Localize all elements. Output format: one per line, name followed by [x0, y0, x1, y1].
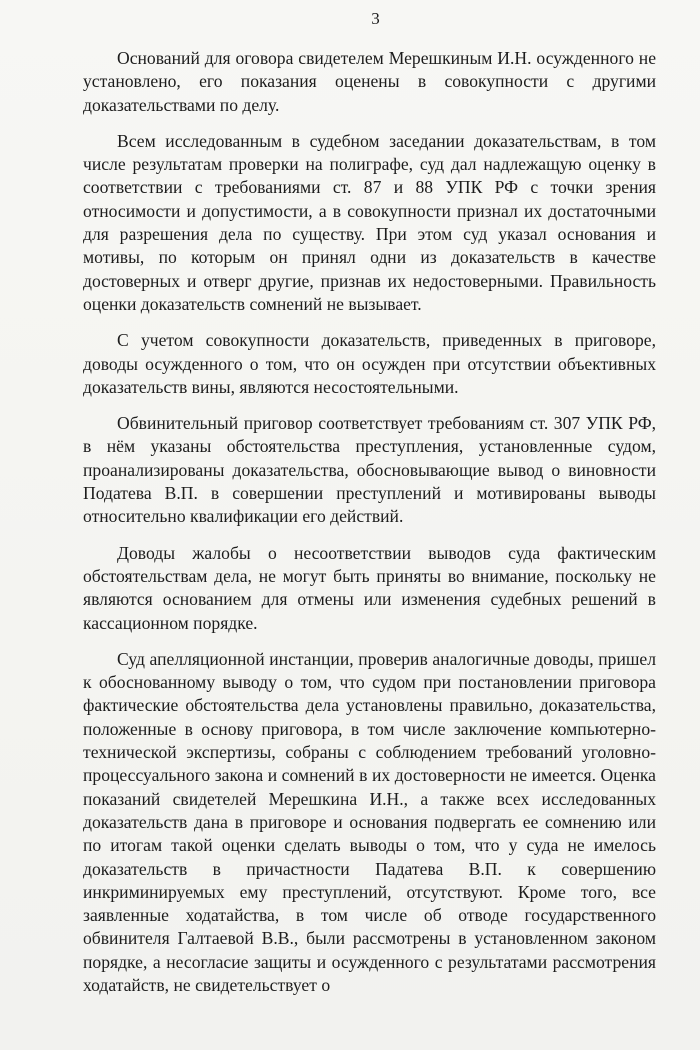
paragraph-3 — [83, 329, 656, 399]
paragraph-2-text: Всем исследованным в судебном заседании доказательствам, в том числе результатам проверки на полиграфе, суд дал надлежащую оценку в соответствии с требованиями ст. 87 и 88 УПК РФ с точки зрения относимости и допустимости, а в совокупности признал их достаточными для разрешения дела по существу. При этом суд указал основания и мотивы, по которым он принял одни из доказательств в качестве достоверных и отверг другие, признав их недостоверными. Правильность оценки доказательств сомнений не вызывает. — [83, 130, 656, 314]
paragraph-5-text: Доводы жалобы о несоответствии выводов суда фактическим обстоятельствам дела, не могут быть приняты во внимание, поскольку не являются основанием для отмены или изменения судебных решений в кассационном порядке. — [83, 542, 656, 633]
paragraph-1 — [83, 47, 656, 117]
paragraph-3-text: С учетом совокупности доказательств, приведенных в приговоре, доводы осужденного о том, что он осужден при отсутствии объективных доказательств вины, являются несостоятельными. — [83, 330, 656, 397]
paragraph-4-text: Обвинительный приговор соответствует требованиям ст. 307 УПК РФ, в нём указаны обстоятельства преступления, установленные судом, проанализированы доказательства, обосновывающие вывод о виновности Податева В.П. в совершении преступлений и мотивированы выводы относительно квалификации его действий. — [83, 413, 656, 527]
paragraph-5 — [83, 542, 656, 635]
page-number: 3 — [371, 9, 380, 28]
paragraph-2 — [83, 130, 656, 316]
paragraph-1-text: Оснований для оговора свидетелем Мерешкиным И.Н. осужденного не установлено, его показания оценены в совокупности с другими доказательствами по делу. — [83, 48, 656, 115]
paragraph-4 — [83, 412, 656, 528]
paragraph-6 — [83, 648, 656, 997]
paragraph-6-text: Суд апелляционной инстанции, проверив аналогичные доводы, пришел к обоснованному выводу о том, что судом при постановлении приговора фактические обстоятельства дела установлены правильно, доказательства, положенные в основу приговора, в том числе заключение компьютерно-технической экспертизы, собраны с соблюдением требований уголовно-процессуального закона и сомнений в их достоверности не имеется. Оценка показаний свидетелей Мерешкина И.Н., а также всех исследованных доказательств дана в приговоре и основания подвергать ее сомнению или по итогам такой оценки сделать выводы о том, что у суда не имелось доказательств в причастности Падатева В.П. к совершению инкриминируемых ему преступлений, отсутствуют. Кроме того, все заявленные ходатайства, в том числе об отводе государственного обвинителя Галтаевой В.В., были рассмотрены в установленном законом порядке, а несогласие защиты и осужденного с результатами рассмотрения ходатайств, не свидетельствует о — [83, 648, 656, 995]
